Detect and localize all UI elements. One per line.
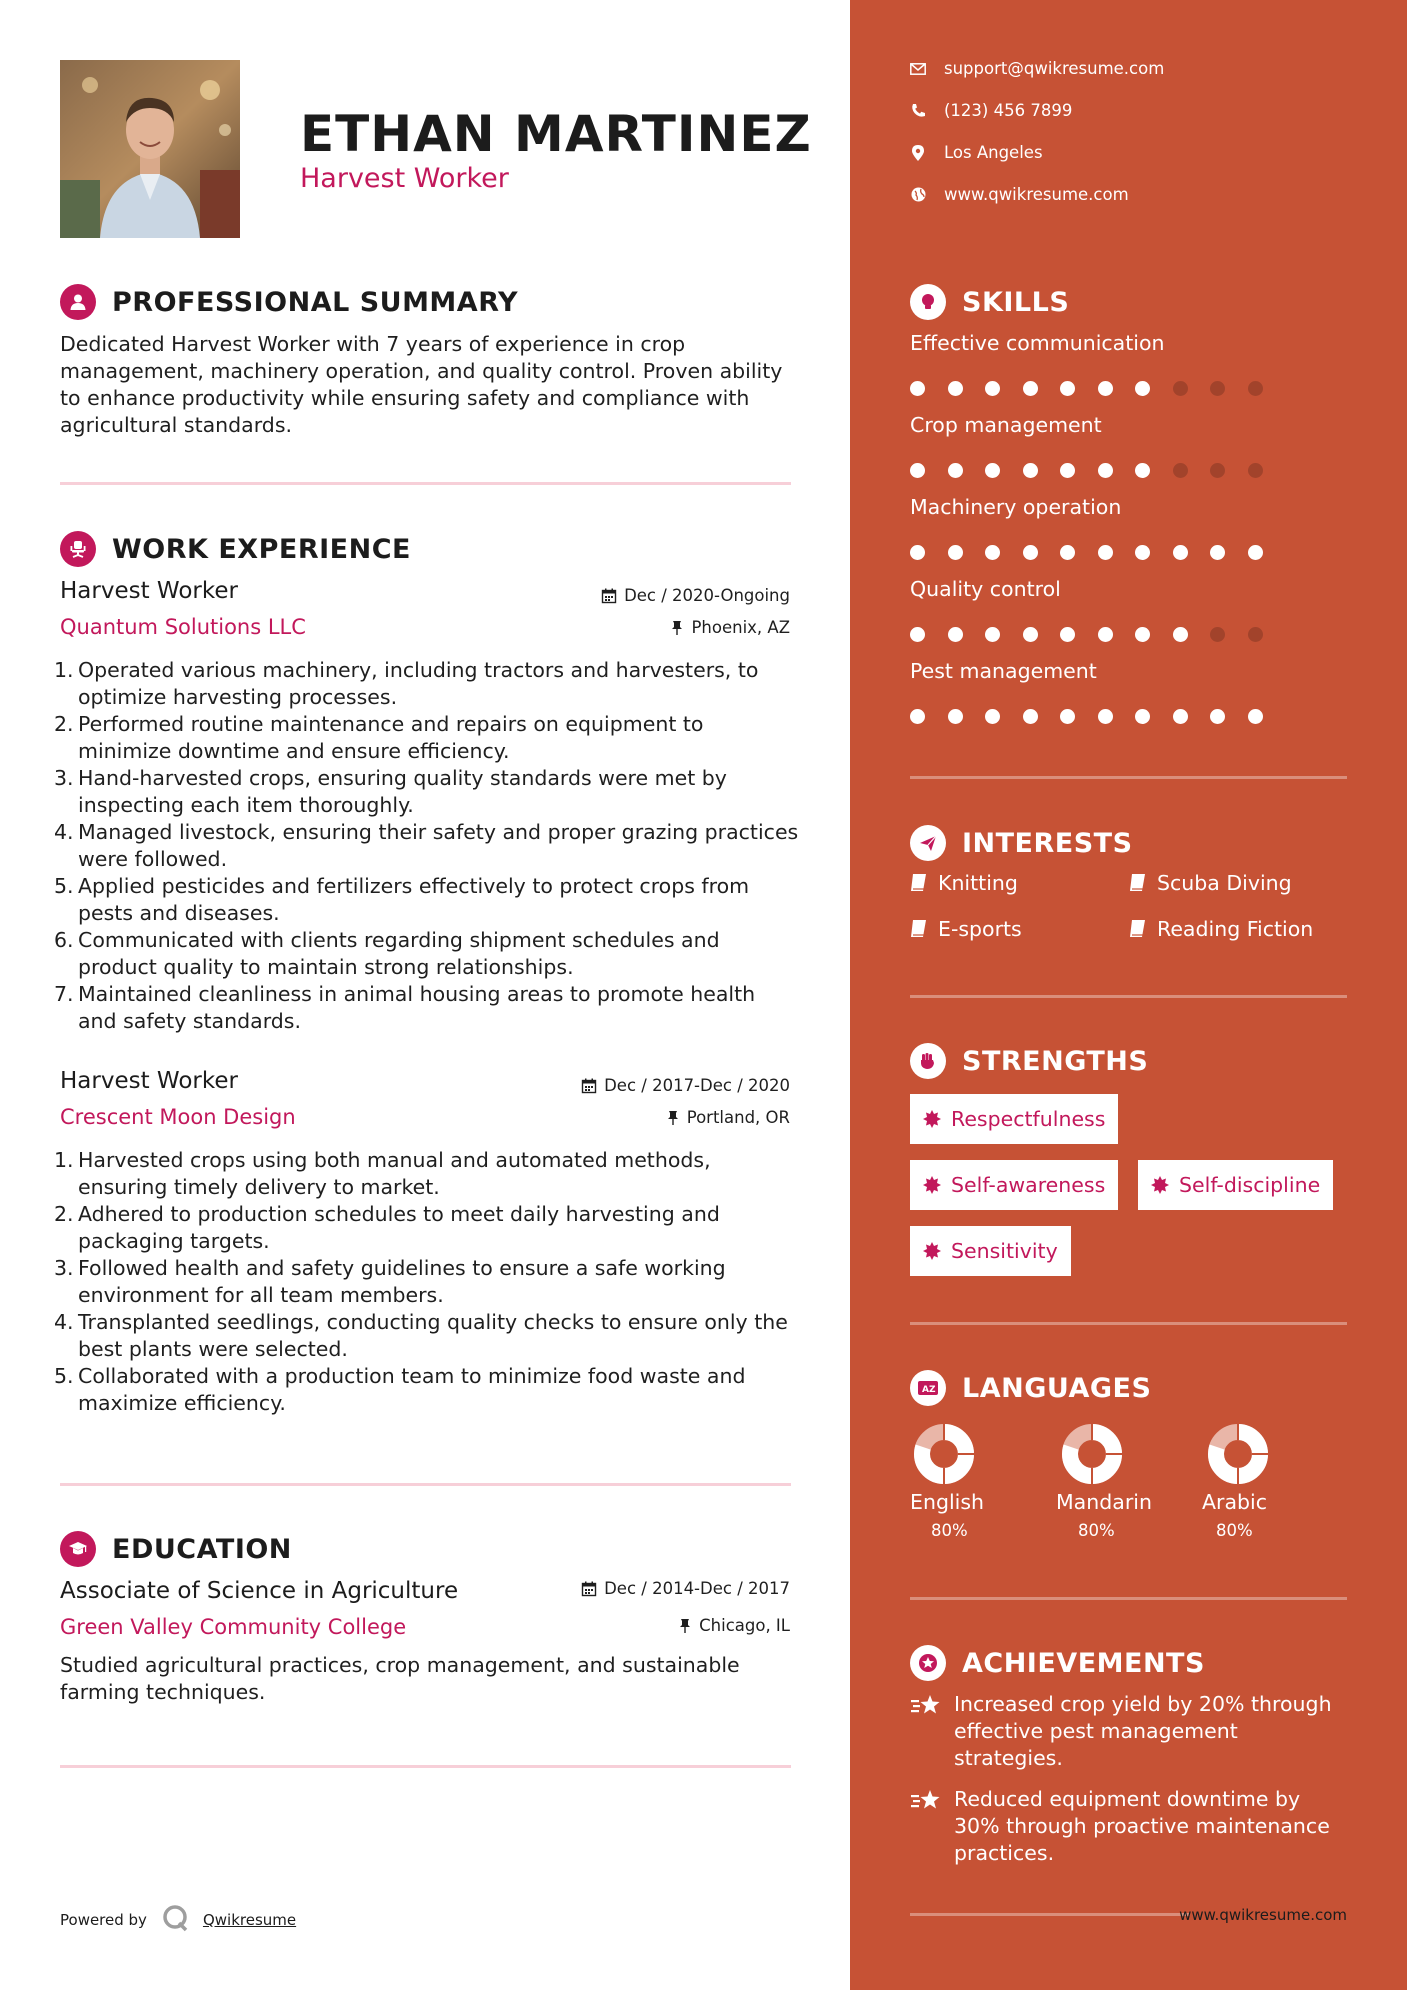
rating-dot-filled — [910, 709, 925, 724]
job-company: Crescent Moon Design — [60, 1105, 296, 1129]
experience-header — [60, 531, 411, 567]
profile-photo — [60, 60, 240, 238]
section-divider — [910, 776, 1347, 779]
list-item: Communicated with clients regarding shipment schedules and product quality to maintain strong relationships. — [78, 928, 720, 979]
badge-icon — [923, 1242, 941, 1260]
calendar-icon — [581, 1581, 597, 1597]
job-title: Harvest Worker — [60, 1068, 238, 1094]
language-donut — [912, 1422, 976, 1486]
rating-dot-empty — [1173, 381, 1188, 396]
rating-dot-filled — [1060, 463, 1075, 478]
pin-icon — [678, 1618, 692, 1634]
achievement-text: Reduced equipment downtime by 30% through proactive maintenance practices. — [954, 1787, 1330, 1865]
list-item: Followed health and safety guidelines to ensure a safe working environment for all team members. — [78, 1256, 726, 1307]
strength-badge — [910, 1094, 1118, 1144]
rating-dot-filled — [948, 627, 963, 642]
education-date-text: Dec / 2014-Dec / 2017 — [604, 1579, 790, 1598]
rating-dot-filled — [1023, 381, 1038, 396]
experience-heading: WORK EXPERIENCE — [112, 533, 411, 565]
summary-heading: PROFESSIONAL SUMMARY — [112, 286, 519, 318]
job-location-text: Phoenix, AZ — [691, 618, 790, 637]
language-percent: 80% — [1216, 1521, 1253, 1540]
achievement-item — [910, 1786, 1350, 1867]
skill-rating — [910, 627, 1285, 642]
badge-icon — [923, 1110, 941, 1128]
interest-item — [910, 917, 1022, 941]
achievement-item — [910, 1691, 1350, 1772]
map-marker-icon — [910, 145, 926, 161]
education-heading: EDUCATION — [112, 1533, 292, 1565]
skills-heading: SKILLS — [962, 286, 1070, 318]
strength-label: Respectfulness — [951, 1107, 1106, 1131]
skill-rating — [910, 545, 1285, 560]
interest-label: Reading Fiction — [1157, 917, 1314, 941]
job-duties — [60, 1147, 800, 1417]
job-date — [601, 586, 790, 605]
section-divider — [910, 995, 1347, 998]
languages-header — [910, 1370, 1151, 1406]
rating-dot-filled — [1060, 381, 1075, 396]
pin-icon — [666, 1110, 680, 1126]
email-text: support@qwikresume.com — [944, 59, 1165, 78]
book-icon — [1129, 919, 1147, 939]
rating-dot-filled — [1098, 627, 1113, 642]
rating-dot-filled — [1135, 627, 1150, 642]
rating-dot-filled — [985, 545, 1000, 560]
skill-name: Effective communication — [910, 331, 1165, 355]
language-percent: 80% — [931, 1521, 968, 1540]
svg-text:Z: Z — [929, 1385, 936, 1395]
rating-dot-filled — [1248, 709, 1263, 724]
envelope-icon — [910, 61, 926, 77]
degree: Associate of Science in Agriculture — [60, 1578, 459, 1604]
book-icon — [910, 873, 928, 893]
qwikresume-link[interactable]: Qwikresume — [202, 1911, 297, 1929]
svg-text:A: A — [922, 1385, 929, 1395]
strength-label: Self-discipline — [1179, 1173, 1321, 1197]
section-divider — [910, 1913, 1190, 1916]
calendar-icon — [581, 1078, 597, 1094]
rating-dot-filled — [985, 627, 1000, 642]
skill-rating — [910, 463, 1285, 478]
interests-header — [910, 825, 1133, 861]
rating-dot-filled — [948, 709, 963, 724]
rating-dot-filled — [1248, 545, 1263, 560]
job-location — [670, 618, 790, 637]
rating-dot-filled — [1060, 627, 1075, 642]
contact-email — [910, 59, 1164, 78]
rating-dot-filled — [1098, 381, 1113, 396]
contact-location — [910, 143, 1043, 162]
rating-dot-filled — [1210, 545, 1225, 560]
skill-name: Machinery operation — [910, 495, 1122, 519]
summary-text: Dedicated Harvest Worker with 7 years of experience in crop management, machinery operation, and quality control. Proven ability to enhance productivity while ensuring safety and compliance with agricultural standards. — [60, 332, 783, 437]
calendar-icon — [601, 588, 617, 604]
section-divider — [910, 1597, 1347, 1600]
skills-header — [910, 284, 1069, 320]
rating-dot-filled — [948, 463, 963, 478]
translate-icon — [910, 1370, 946, 1406]
achievement-text: Increased crop yield by 20% through effective pest management strategies. — [954, 1692, 1332, 1770]
book-icon — [1129, 873, 1147, 893]
rating-dot-filled — [1098, 709, 1113, 724]
list-item: Operated various machinery, including tractors and harvesters, to optimize harvesting processes. — [78, 658, 759, 709]
interest-label: Scuba Diving — [1157, 871, 1292, 895]
rating-dot-empty — [1248, 463, 1263, 478]
language-percent: 80% — [1078, 1521, 1115, 1540]
contact-phone — [910, 101, 1072, 120]
list-item: Managed livestock, ensuring their safety and proper grazing practices were followed. — [78, 820, 799, 871]
rating-dot-filled — [1098, 463, 1113, 478]
list-item: Collaborated with a production team to minimize food waste and maximize efficiency. — [78, 1364, 746, 1415]
list-item: Applied pesticides and fertilizers effectively to protect crops from pests and diseases. — [78, 874, 750, 925]
job-date-text: Dec / 2017-Dec / 2020 — [604, 1076, 790, 1095]
school: Green Valley Community College — [60, 1615, 407, 1639]
badge-icon — [1151, 1176, 1169, 1194]
candidate-title: Harvest Worker — [300, 163, 509, 194]
shooting-star-icon — [910, 1786, 942, 1867]
skill-name: Crop management — [910, 413, 1102, 437]
rating-dot-empty — [1210, 381, 1225, 396]
sidebar — [850, 0, 1407, 1990]
strengths-header — [910, 1043, 1148, 1079]
rating-dot-filled — [948, 381, 963, 396]
rating-dot-filled — [910, 381, 925, 396]
rating-dot-filled — [1173, 627, 1188, 642]
phone-text: (123) 456 7899 — [944, 101, 1073, 120]
rating-dot-filled — [1135, 545, 1150, 560]
book-icon — [910, 919, 928, 939]
language-name: Arabic — [1202, 1490, 1267, 1514]
rating-dot-filled — [1023, 545, 1038, 560]
job-location — [666, 1108, 790, 1127]
shooting-star-icon — [910, 1691, 942, 1772]
skill-name: Quality control — [910, 577, 1061, 601]
list-item: Transplanted seedlings, conducting quality checks to ensure only the best plants were selected. — [78, 1310, 788, 1361]
language-donut — [1060, 1422, 1124, 1486]
rating-dot-filled — [985, 709, 1000, 724]
qwikresume-logo-icon — [161, 1903, 191, 1937]
job-date — [581, 1076, 790, 1095]
section-divider — [910, 1322, 1347, 1325]
education-location — [678, 1616, 790, 1635]
job-company: Quantum Solutions LLC — [60, 615, 306, 639]
star-badge-icon — [910, 1645, 946, 1681]
office-chair-icon — [60, 531, 96, 567]
rating-dot-filled — [1060, 545, 1075, 560]
strength-label: Sensitivity — [951, 1239, 1058, 1263]
rating-dot-filled — [985, 381, 1000, 396]
rating-dot-filled — [1023, 627, 1038, 642]
strength-label: Self-awareness — [951, 1173, 1106, 1197]
job-location-text: Portland, OR — [686, 1108, 790, 1127]
skill-rating — [910, 381, 1285, 396]
footer-website[interactable]: www.qwikresume.com — [1179, 1906, 1347, 1924]
candidate-name: ETHAN MARTINEZ — [300, 105, 812, 163]
rating-dot-filled — [1173, 709, 1188, 724]
lightbulb-icon — [910, 284, 946, 320]
contact-website — [910, 185, 1129, 204]
section-divider — [60, 482, 791, 485]
rating-dot-empty — [1248, 627, 1263, 642]
language-donut — [1206, 1422, 1270, 1486]
rating-dot-filled — [910, 463, 925, 478]
education-description: Studied agricultural practices, crop management, and sustainable farming techniques. — [60, 1653, 740, 1704]
rating-dot-filled — [948, 545, 963, 560]
powered-by-label: Powered by — [60, 1911, 147, 1929]
language-name: Mandarin — [1056, 1490, 1152, 1514]
list-item: Harvested crops using both manual and automated methods, ensuring timely delivery to market. — [78, 1148, 711, 1199]
strength-badge — [910, 1160, 1118, 1210]
rating-dot-filled — [985, 463, 1000, 478]
location-text: Los Angeles — [944, 143, 1043, 162]
website-text: www.qwikresume.com — [944, 185, 1129, 204]
strength-badge — [910, 1226, 1071, 1276]
job-title: Harvest Worker — [60, 578, 238, 604]
language-name: English — [910, 1490, 985, 1514]
skill-rating — [910, 709, 1285, 724]
rating-dot-filled — [1210, 709, 1225, 724]
rating-dot-filled — [910, 627, 925, 642]
globe-icon — [910, 187, 926, 203]
rating-dot-filled — [1135, 709, 1150, 724]
strength-badge — [1138, 1160, 1333, 1210]
list-item: Hand-harvested crops, ensuring quality standards were met by inspecting each item thoroughly. — [78, 766, 727, 817]
list-item: Adhered to production schedules to meet daily harvesting and packaging targets. — [78, 1202, 720, 1253]
job-date-text: Dec / 2020-Ongoing — [624, 586, 790, 605]
summary-header — [60, 284, 518, 320]
education-date — [581, 1579, 790, 1598]
rating-dot-empty — [1210, 627, 1225, 642]
list-item: Maintained cleanliness in animal housing areas to promote health and safety standards. — [78, 982, 756, 1033]
education-header — [60, 1531, 292, 1567]
rating-dot-empty — [1173, 463, 1188, 478]
rating-dot-empty — [1210, 463, 1225, 478]
interest-label: Knitting — [938, 871, 1018, 895]
rating-dot-filled — [1098, 545, 1113, 560]
strengths-heading: STRENGTHS — [962, 1045, 1149, 1077]
rating-dot-filled — [1023, 709, 1038, 724]
interest-label: E-sports — [938, 917, 1022, 941]
list-item: Performed routine maintenance and repairs on equipment to minimize downtime and ensure efficiency. — [78, 712, 704, 763]
powered-by — [60, 1903, 296, 1937]
rating-dot-filled — [1173, 545, 1188, 560]
education-location-text: Chicago, IL — [699, 1616, 790, 1635]
job-duties — [60, 657, 800, 1035]
user-icon — [60, 284, 96, 320]
fist-icon — [910, 1043, 946, 1079]
pin-icon — [670, 620, 684, 636]
achievements-header — [910, 1645, 1205, 1681]
rating-dot-filled — [1023, 463, 1038, 478]
interest-item — [1129, 871, 1292, 895]
rating-dot-filled — [1135, 463, 1150, 478]
skill-name: Pest management — [910, 659, 1097, 683]
paper-plane-icon — [910, 825, 946, 861]
interest-item — [910, 871, 1018, 895]
section-divider — [60, 1483, 791, 1486]
rating-dot-filled — [1135, 381, 1150, 396]
rating-dot-filled — [910, 545, 925, 560]
phone-icon — [910, 103, 926, 119]
rating-dot-filled — [1060, 709, 1075, 724]
graduation-cap-icon — [60, 1531, 96, 1567]
rating-dot-empty — [1248, 381, 1263, 396]
section-divider — [60, 1765, 791, 1768]
interests-heading: INTERESTS — [962, 827, 1133, 859]
badge-icon — [923, 1176, 941, 1194]
achievements-heading: ACHIEVEMENTS — [962, 1647, 1205, 1679]
interest-item — [1129, 917, 1313, 941]
languages-heading: LANGUAGES — [962, 1372, 1152, 1404]
